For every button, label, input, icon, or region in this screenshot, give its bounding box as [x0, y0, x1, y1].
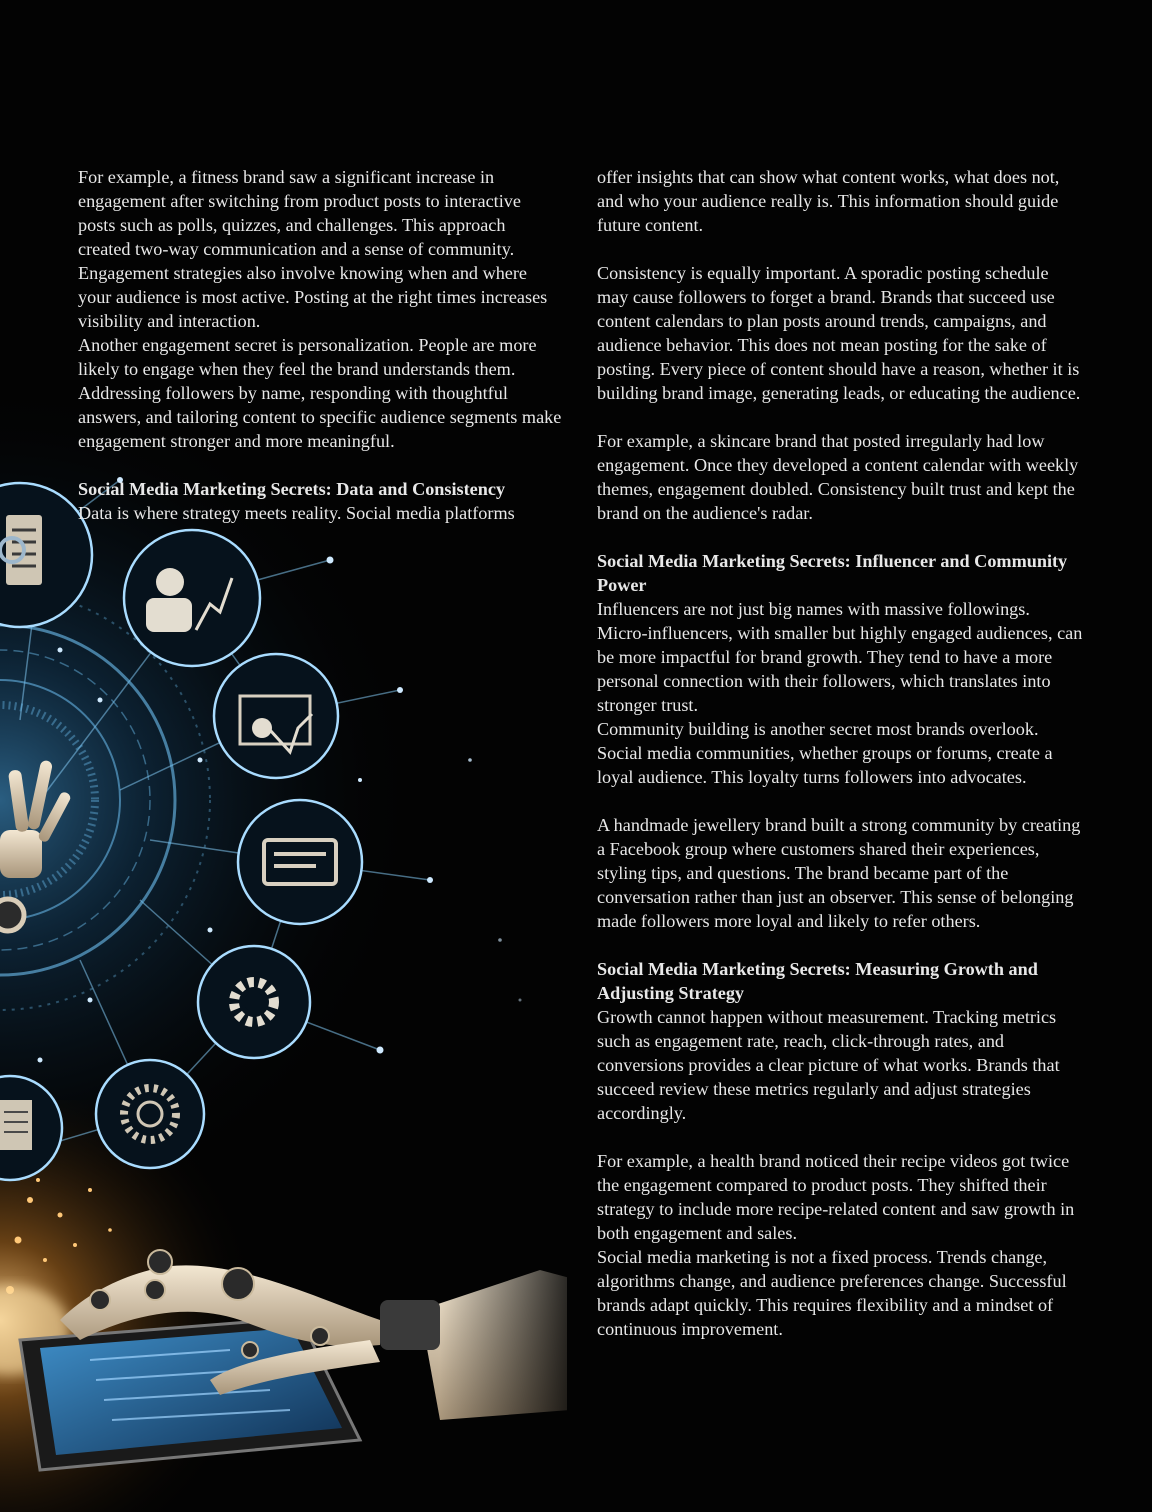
left-text-column	[78, 165, 562, 525]
body-paragraph: Data is where strategy meets reality. Social media platforms	[78, 503, 515, 523]
body-paragraph: Consistency is equally important. A sporadic posting schedule may cause followers to forget a brand. Brands that succeed use content calendars to plan posts around trends, campaigns, and audience behavior. This does not mean posting for the sake of posting. Every piece of content should have a reason, whether it is building brand image, generating leads, or educating the audience.	[597, 263, 1081, 403]
paragraph-spacer	[597, 933, 1083, 957]
body-paragraph: For example, a health brand noticed their recipe videos got twice the engagement compared to product posts. They shifted their strategy to include more recipe-related content and saw growth in both engagement and sales.	[597, 1151, 1075, 1243]
paragraph-spacer	[78, 453, 562, 477]
body-paragraph: offer insights that can show what content works, what does not, and who your audience really is. This information should guide future content.	[597, 167, 1060, 235]
paragraph-spacer	[597, 405, 1083, 429]
paragraph-spacer	[597, 237, 1083, 261]
section-heading: Social Media Marketing Secrets: Measuring Growth and Adjusting Strategy	[597, 959, 1038, 1003]
body-paragraph: Another engagement secret is personalization. People are more likely to engage when they feel the brand understands them. Addressing followers by name, responding with thoughtful answers, and tailoring content to specific audience segments make engagement stronger and more meaningful.	[78, 335, 562, 451]
body-paragraph: Growth cannot happen without measurement. Tracking metrics such as engagement rate, reach, click-through rates, and conversions provides a clear picture of what works. Brands that succeed review these metrics regularly and adjust strategies accordingly.	[597, 1007, 1060, 1123]
right-text-column	[597, 165, 1083, 1341]
section-heading: Social Media Marketing Secrets: Influencer and Community Power	[597, 551, 1068, 595]
section-heading: Social Media Marketing Secrets: Data and Consistency	[78, 479, 506, 499]
paragraph-spacer	[597, 1125, 1083, 1149]
body-paragraph: A handmade jewellery brand built a strong community by creating a Facebook group where customers shared their experiences, styling tips, and questions. The brand became part of the conversation rather than just an observer. This sense of belonging made followers more loyal and likely to refer others.	[597, 815, 1081, 931]
paragraph-spacer	[597, 789, 1083, 813]
body-paragraph: For example, a skincare brand that posted irregularly had low engagement. Once they developed a content calendar with weekly themes, engagement doubled. Consistency built trust and kept the brand on the audience's radar.	[597, 431, 1079, 523]
body-paragraph: Community building is another secret most brands overlook. Social media communities, whether groups or forums, create a loyal audience. This loyalty turns followers into advocates.	[597, 719, 1053, 787]
body-paragraph: For example, a fitness brand saw a significant increase in engagement after switching from product posts to interactive posts such as polls, quizzes, and challenges. This approach created two-way communication and a sense of community. Engagement strategies also involve knowing when and where your audience is most active. Posting at the right times increases visibility and interaction.	[78, 167, 548, 331]
body-paragraph: Social media marketing is not a fixed process. Trends change, algorithms change, and audience preferences change. Successful brands adapt quickly. This requires flexibility and a mindset of continuous improvement.	[597, 1247, 1067, 1339]
body-paragraph: Influencers are not just big names with massive followings. Micro-influencers, with smaller but highly engaged audiences, can be more impactful for brand growth. They tend to have a more personal connection with their followers, which translates into stronger trust.	[597, 599, 1083, 715]
paragraph-spacer	[597, 525, 1083, 549]
